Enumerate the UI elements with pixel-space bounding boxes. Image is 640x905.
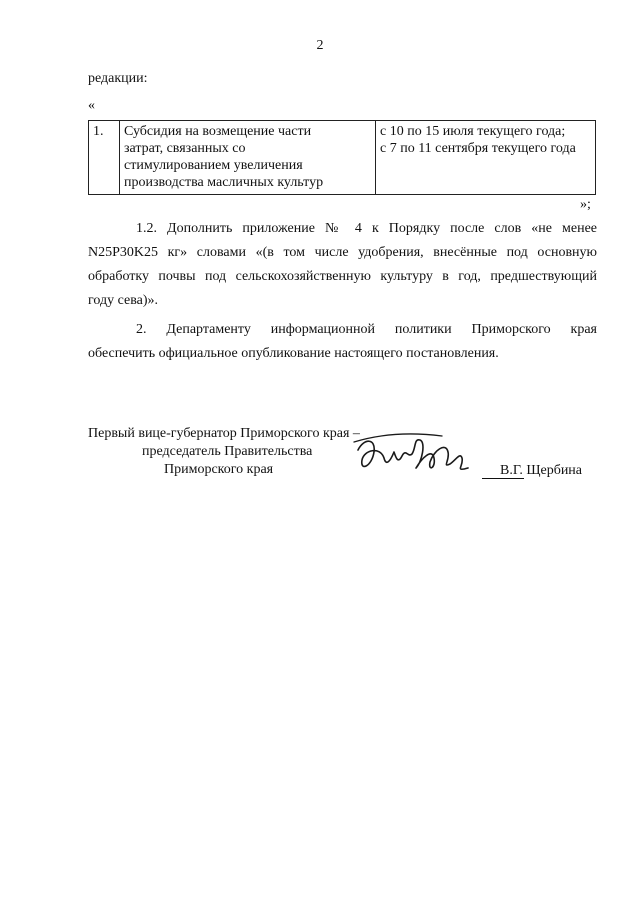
handwritten-signature — [350, 428, 480, 488]
subsidy-name-line: стимулированием увеличения — [124, 158, 303, 173]
paragraph-2 — [88, 318, 597, 366]
subsidy-table — [88, 120, 596, 195]
subsidy-name-line: затрат, связанных со — [124, 141, 246, 156]
subsidy-name-line: Субсидия на возмещение части — [124, 124, 312, 139]
paragraph-1-2 — [88, 217, 597, 313]
subsidy-period-line: с 7 по 11 сентября текущего года — [380, 141, 576, 156]
subsidy-period-line: с 10 по 15 июля текущего года; — [380, 124, 566, 139]
subsidy-period-cell — [376, 121, 596, 195]
page-number: 2 — [316, 38, 324, 53]
intro-word: редакции: — [88, 71, 148, 86]
paragraph-line: 2. Департаменту информационной политики Приморского края — [136, 322, 597, 337]
subsidy-name-cell — [120, 121, 376, 195]
paragraph-line: обеспечить официальное опубликование настоящего постановления. — [88, 346, 499, 361]
opening-quote: « — [88, 98, 95, 113]
paragraph-line: году сева)». — [88, 293, 159, 308]
signatory-title-line-2: председатель Правительства — [142, 444, 313, 459]
row-number: 1. — [93, 124, 104, 139]
row-number-cell — [89, 121, 120, 195]
signer-name: В.Г. Щербина — [500, 463, 583, 478]
table-row — [89, 121, 596, 195]
signatory-title-line-1: Первый вице-губернатор Приморского края – — [88, 426, 360, 441]
paragraph-line: N25P30K25 кг» словами «(в том числе удобрения, внесённые под основную — [88, 245, 597, 260]
subsidy-name-line: производства масличных культур — [124, 175, 324, 190]
paragraph-line: обработку почвы под сельскохозяйственную культуру в год, предшествующий — [88, 269, 597, 284]
paragraph-line: 1.2. Дополнить приложение № 4 к Порядку после слов «не менее — [136, 221, 597, 236]
closing-quote: »; — [580, 197, 591, 212]
signatory-title-line-3: Приморского края — [164, 462, 274, 477]
